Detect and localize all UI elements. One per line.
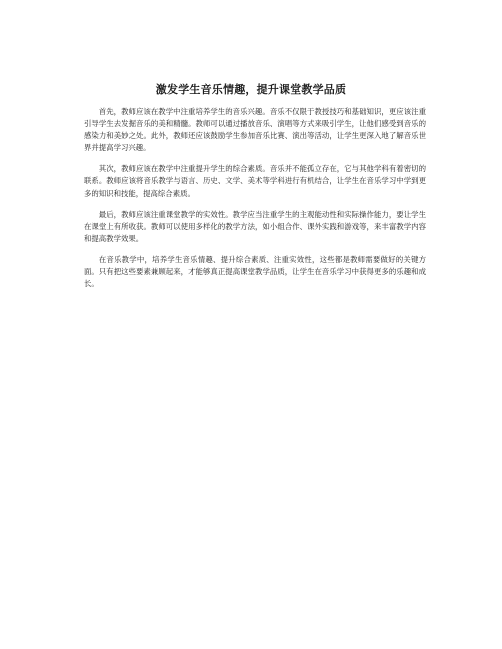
paragraph-2: 其次，教师应该在教学中注重提升学生的综合素质。音乐并不能孤立存在，它与其他学科有着密切的联系。教师应该将音乐教学与语言、历史、文学、美术等学科进行有机结合，让学生在音乐学习中学到更多的知识和技能，提高综合素质。 [84,164,426,198]
document-title: 激发学生音乐情趣，提升课堂教学品质 [155,83,347,96]
paragraph-4: 在音乐教学中，培养学生音乐情趣、提升综合素质、注重实效性，这些都是教师需要做好的关键方面。只有把这些要素兼顾起来，才能够真正提高课堂教学品质，让学生在音乐学习中获得更多的乐趣和成长。 [84,254,426,289]
document-body [84,106,426,299]
paragraph-3: 最后，教师应该注重课堂教学的实效性。教学应当注重学生的主观能动性和实际操作能力，要让学生在课堂上有所收获。教师可以使用多样化的教学方法，如小组合作、课外实践和游戏等，来丰富教学内容和提高教学效果。 [84,209,426,243]
paragraph-1: 首先，教师应该在教学中注重培养学生的音乐兴趣。音乐不仅限于教授技巧和基础知识，更应该注重引导学生去发掘音乐的美和精髓。教师可以通过播放音乐、演唱等方式来吸引学生，让他们感受到音乐的感染力和美妙之处。此外，教师还应该鼓励学生参加音乐比赛、演出等活动，让学生更深入地了解音乐世界并提高学习兴趣。 [84,107,426,153]
